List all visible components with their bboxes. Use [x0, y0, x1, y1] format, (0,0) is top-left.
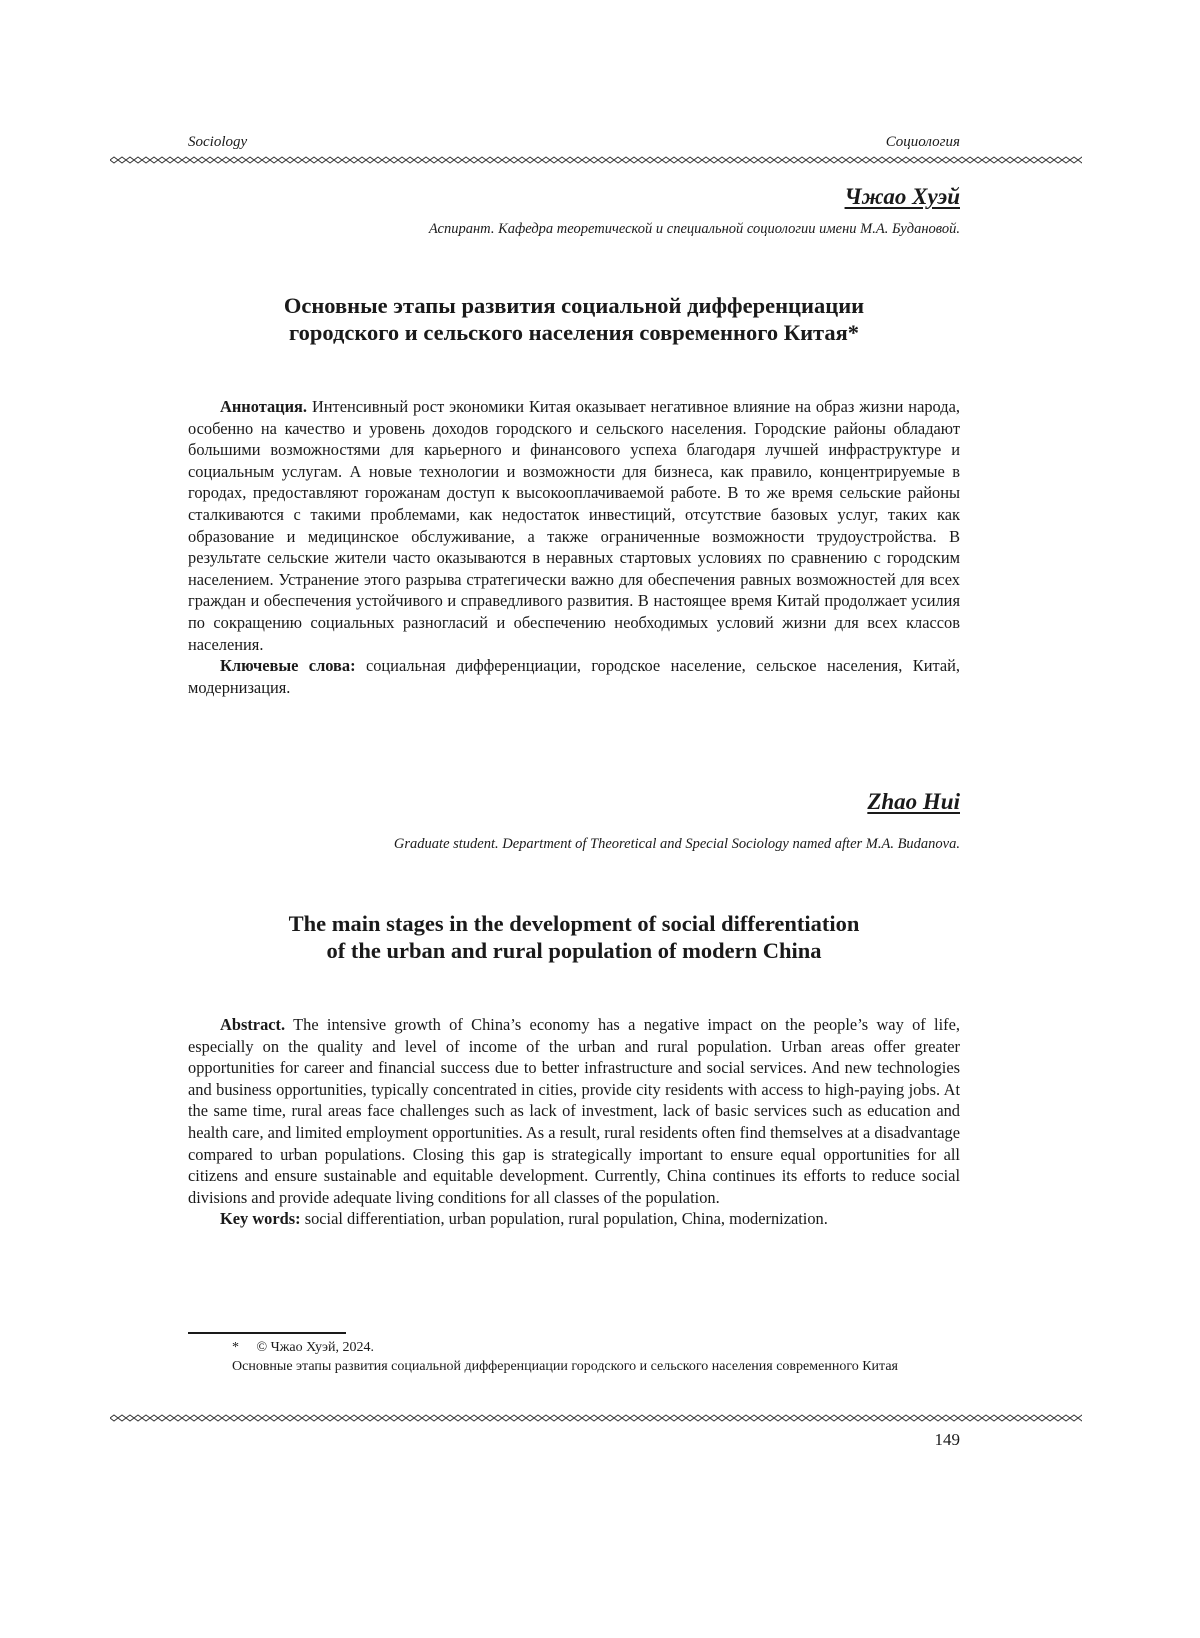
running-head-left: Sociology: [188, 134, 248, 150]
footnote-rule: [188, 1332, 346, 1334]
running-head-right: Социология: [885, 134, 960, 150]
ru-title-line-2: городского и сельского населения современного Китая*: [288, 320, 860, 345]
ru-keywords-text: социальная дифференциации, городское население, сельское населения, Китай, модернизация.: [188, 656, 960, 697]
footnote-copyright: © Чжао Хуэй, 2024.: [256, 1340, 375, 1355]
ru-abstract-paragraph: [188, 396, 960, 655]
footnote-text: Основные этапы развития социальной дифференциации городского и сельского населения современного Китая: [232, 1359, 898, 1374]
top-ornament-divider: [110, 156, 1082, 164]
en-keywords-text: social differentiation, urban population, rural population, China, modernization.: [304, 1209, 828, 1229]
en-author-affiliation: Graduate student. Department of Theoretical and Special Sociology named after M.A. Budanova.: [393, 836, 960, 852]
en-abstract-paragraph: [188, 1014, 960, 1208]
en-title-line-1: The main stages in the development of social differentiation: [288, 911, 860, 936]
ru-abstract-label: Аннотация.: [220, 397, 308, 416]
en-keywords-label: Key words:: [220, 1209, 301, 1229]
footnote-copyright-line: [188, 1338, 960, 1357]
en-title-line-2: of the urban and rural population of modern China: [326, 938, 822, 963]
en-abstract-text: The intensive growth of China’s economy has a negative impact on the people’s way of life, especially on the quality and level of income of the urban and rural population. Urban areas offer greater opportunities for career and financial success due to better infrastructure and social services. And new technologies and business opportunities, typically concentrated in cities, provide city residents with access to high-paying jobs. At the same time, rural areas face challenges such as lack of investment, lack of basic services such as education and health care, and limited employment opportunities. As a result, rural residents often find themselves at a disadvantage compared to urban populations. Closing this gap is strategically important to ensure equal opportunities for all citizens and ensure sustainable and equitable development. Currently, China continues its efforts to reduce social divisions and provide adequate living conditions for all classes of the population.: [188, 1015, 960, 1207]
running-head: [188, 134, 960, 154]
ru-article-title: [188, 292, 960, 346]
en-abstract: [188, 1014, 960, 1230]
en-article-title: [188, 910, 960, 964]
ru-keywords-paragraph: [188, 655, 960, 698]
ru-author-name: Чжао Хуэй: [844, 184, 960, 209]
page-number: 149: [934, 1430, 960, 1449]
en-abstract-label: Abstract.: [220, 1015, 286, 1034]
en-keywords-paragraph: [188, 1208, 960, 1230]
ru-abstract-text: Интенсивный рост экономики Китая оказывает негативное влияние на образ жизни народа, особенно на качество и уровень доходов городского и сельского населения. Городские районы обладают большими возможностями для карьерного и финансового успеха благодаря лучшей инфраструктуре и социальным услугам. А новые технологии и возможности для бизнеса, как правило, концентрируемые в городах, предоставляют горожанам доступ к высокооплачиваемой работе. В то же время сельские районы сталкиваются с такими проблемами, как недостаток инвестиций, отсутствие базовых услуг, таких как образование и медицинское обслуживание, а также ограниченные возможности трудоустройства. В результате сельские жители часто оказываются в неравных стартовых условиях по сравнению с городским населением. Устранение этого разрыва стратегически важно для обеспечения равных возможностей для всех граждан и обеспечения устойчивого и справедливого развития. В настоящее время Китай продолжает усилия по сокращению социальных разногласий и обеспечению необходимых условий жизни для всех классов населения.: [188, 397, 960, 654]
ru-title-line-1: Основные этапы развития социальной дифференциации: [283, 293, 865, 318]
bottom-ornament-divider: [110, 1414, 1082, 1422]
footnote-marker: *: [232, 1340, 239, 1355]
ru-keywords-label: Ключевые слова:: [220, 656, 356, 676]
footnote: [188, 1338, 960, 1376]
ru-abstract: [188, 396, 960, 698]
en-author-name: Zhao Hui: [867, 789, 960, 814]
ru-author-affiliation: Аспирант. Кафедра теоретической и специальной социологии имени М.А. Будановой.: [428, 221, 960, 237]
